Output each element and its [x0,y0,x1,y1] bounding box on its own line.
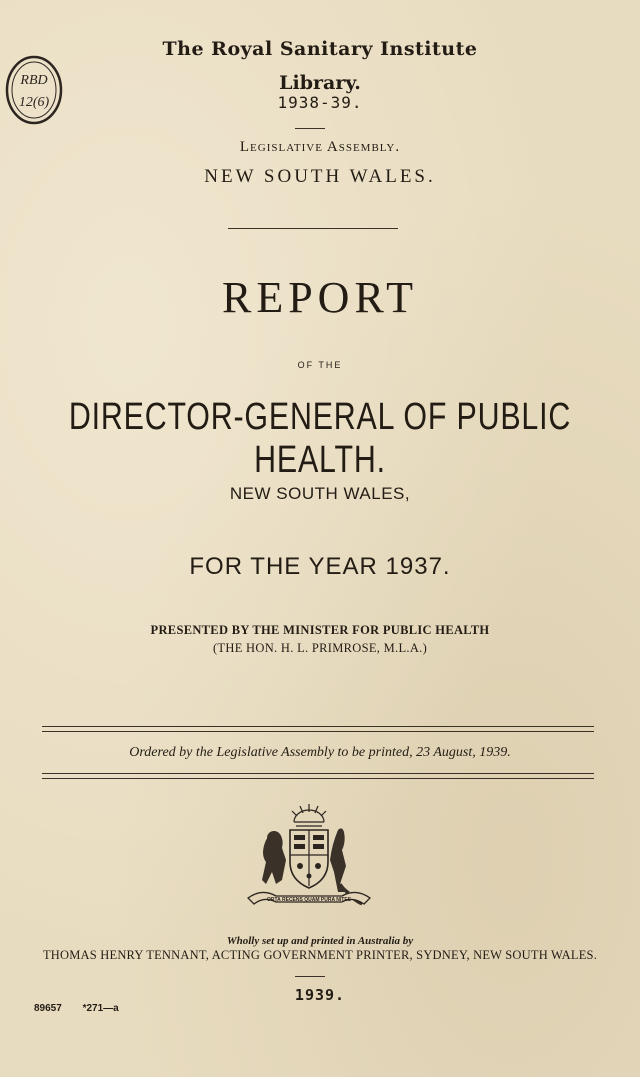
minister-name: (THE HON. H. L. PRIMROSE, M.L.A.) [212,641,428,655]
presented-by: PRESENTED BY THE MINISTER FOR PUBLIC HEALTH [150,623,490,637]
of-the-label: OF THE [297,360,343,370]
print-codes [34,1003,119,1014]
title-divider [228,228,398,229]
printer-name: THOMAS HENRY TENNANT, ACTING GOVERNMENT PRINTER, SYDNEY, NEW SOUTH WALES. [42,948,598,962]
lower-double-rule [42,773,594,779]
motto-text: ORTA RECENS QUAM PURA NITES [267,897,351,903]
library-years: 1938-39. [277,93,363,112]
state-subtitle: NEW SOUTH WALES, [229,484,411,503]
office-title: DIRECTOR-GENERAL OF PUBLIC HEALTH. [68,396,572,481]
stamp-text-bottom: 12(6) [18,95,50,110]
footer-divider [295,976,325,977]
publication-year: 1939. [294,986,346,1004]
printed-by-note: Wholly set up and printed in Australia by [226,935,414,947]
coat-of-arms [242,800,376,916]
upper-double-rule [42,726,594,732]
report-title: REPORT [221,273,419,322]
coat-of-arms-icon [242,800,376,916]
legislative-assembly-heading: Legislative Assembly. [239,139,401,155]
print-code-1: 89657 [34,1003,62,1014]
order-statement: Ordered by the Legislative Assembly to be printed, 23 August, 1939. [129,745,511,760]
library-name: The Royal Sanitary Institute [162,38,478,60]
report-period: FOR THE YEAR 1937. [189,553,451,580]
stamp-text-top: RBD [20,73,48,88]
print-code-2: *271—a [82,1003,119,1014]
short-divider [295,128,325,129]
state-heading: NEW SOUTH WALES. [204,166,436,187]
library-label: Library. [279,72,361,94]
